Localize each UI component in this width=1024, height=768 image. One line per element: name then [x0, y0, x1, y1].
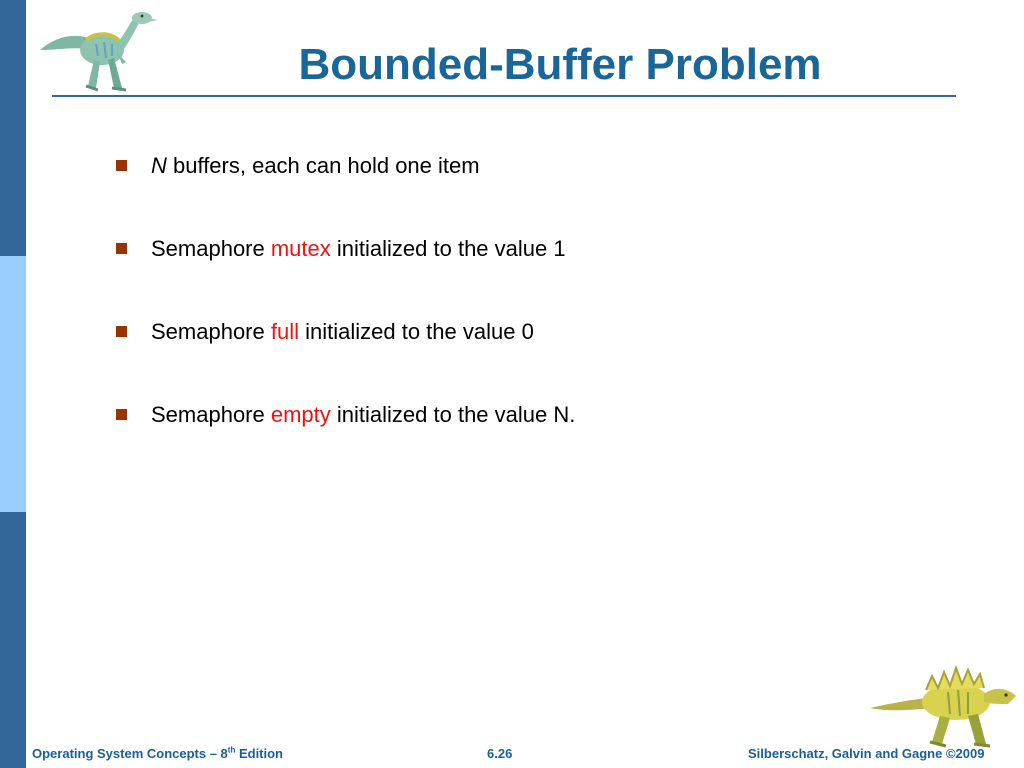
footer-title-text: Operating System Concepts – 8	[32, 746, 228, 761]
footer-copyright: Silberschatz, Galvin and Gagne ©2009	[748, 746, 985, 761]
square-bullet-icon	[116, 326, 127, 337]
dinosaur-icon	[868, 658, 1020, 748]
keyword-empty: empty	[270, 402, 331, 427]
footer-slide-number: 6.26	[487, 746, 513, 761]
title-underline	[52, 95, 956, 97]
footer-edition-text: Edition	[235, 746, 284, 761]
bullet-body: buffers, each can hold one item	[166, 153, 480, 178]
bullet-body: initialized to the value N.	[330, 402, 576, 427]
footer-book-title	[32, 744, 283, 764]
bullet-text	[151, 148, 480, 184]
bullet-body: initialized to the value 0	[298, 319, 534, 344]
bullet-lead: Semaphore	[151, 402, 271, 427]
bullet-lead: Semaphore	[151, 319, 271, 344]
bullet-text	[151, 397, 575, 433]
square-bullet-icon	[116, 409, 127, 420]
bullet-body: initialized to the value 1	[330, 236, 566, 261]
bullet-list	[112, 148, 972, 480]
square-bullet-icon	[116, 243, 127, 254]
italic-term: N	[151, 153, 167, 178]
bullet-text	[151, 314, 534, 350]
bullet-item-full	[112, 314, 972, 397]
slide-title: Bounded-Buffer Problem	[298, 40, 822, 89]
bullet-text	[151, 231, 566, 267]
keyword-full: full	[270, 319, 299, 344]
keyword-mutex: mutex	[270, 236, 331, 261]
bullet-lead: Semaphore	[151, 236, 271, 261]
bullet-item-mutex	[112, 231, 972, 314]
bullet-item-empty	[112, 397, 972, 480]
sidebar-highlight	[0, 256, 26, 512]
square-bullet-icon	[116, 160, 127, 171]
footer-superscript: th	[227, 745, 236, 755]
bullet-item-buffers	[112, 148, 972, 231]
dinosaur-icon	[36, 6, 160, 96]
